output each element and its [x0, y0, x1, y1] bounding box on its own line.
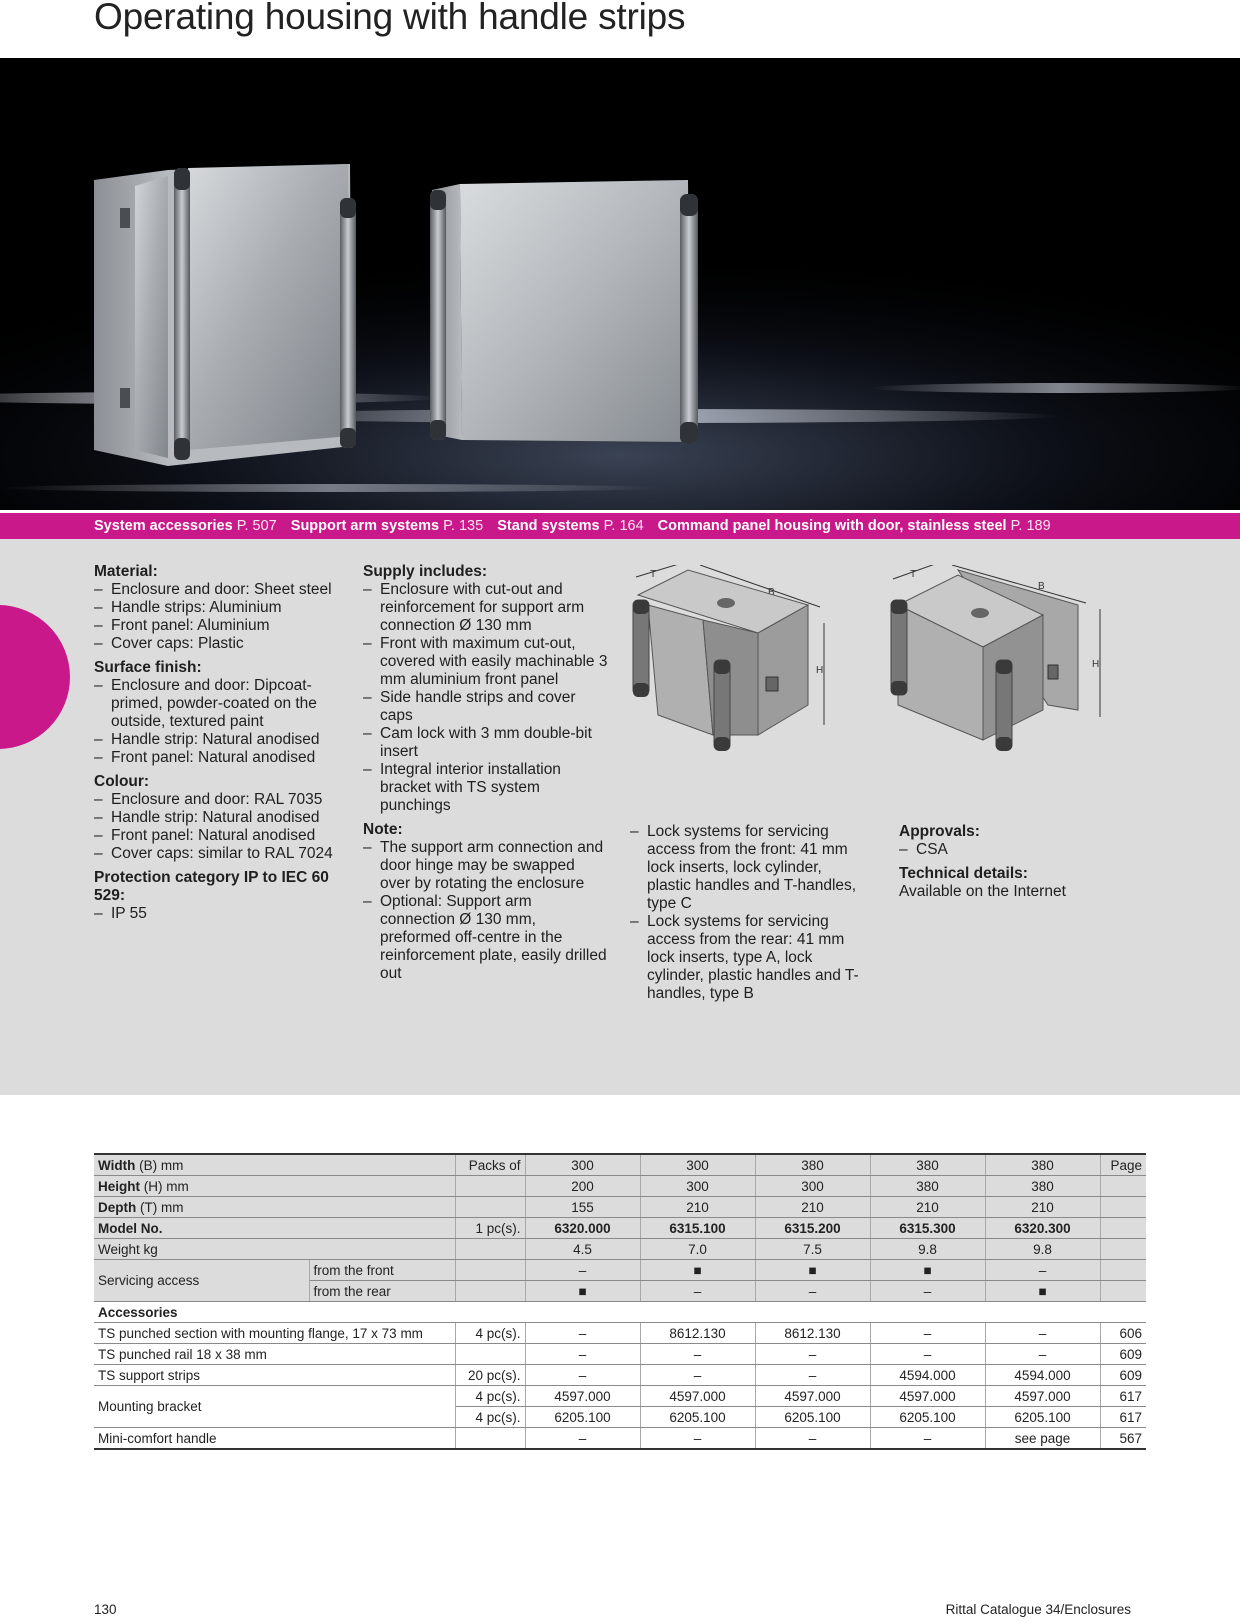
list-item: – Enclosure with cut-out and reinforcement for support arm connection Ø 130 mm [363, 581, 609, 635]
table-row-model-no [94, 1218, 1146, 1239]
dimension-label-height: H [816, 665, 824, 676]
servicing-label: Servicing access [94, 1260, 309, 1302]
page-cell: 609 [1100, 1365, 1146, 1386]
table-row-width [94, 1154, 1146, 1176]
technical-heading: Technical details: [899, 865, 1028, 882]
table-row-weight [94, 1239, 1146, 1260]
table-cell: 155 [525, 1197, 640, 1218]
row-label: Width (B) mm [94, 1154, 455, 1176]
table-cell: 8612.130 [640, 1323, 755, 1344]
table-cell: 6205.100 [755, 1407, 870, 1428]
list-item: – The support arm connection and door hinge may be swapped over by rotating the enclosure [363, 839, 609, 893]
dimension-label-height: H [1092, 659, 1100, 670]
table-cell: 380 [985, 1176, 1100, 1197]
table-cell: – [755, 1344, 870, 1365]
table-cell: – [525, 1365, 640, 1386]
table-cell: 6205.100 [525, 1407, 640, 1428]
spec-column-material [94, 563, 344, 929]
note-list [363, 839, 609, 983]
model-number: 6315.300 [870, 1218, 985, 1239]
row-label: Height (H) mm [94, 1176, 455, 1197]
note-heading: Note: [363, 821, 403, 838]
technical-text: Available on the Internet [899, 883, 1066, 900]
table-cell: – [870, 1344, 985, 1365]
servicing-front-label: from the front [309, 1260, 455, 1281]
table-cell: – [755, 1365, 870, 1386]
locks-list [630, 823, 870, 1003]
table-cell: 300 [640, 1176, 755, 1197]
list-item: – Lock systems for servicing access from the rear: 41 mm lock inserts, type A, lock cylinder, plastic handles and T-handles, type B [630, 913, 870, 1003]
accessory-link-support-arm-systems[interactable]: Support arm systems P. 135 [290, 518, 484, 534]
table-cell: 4597.000 [525, 1386, 640, 1407]
packs-cell: Packs of [455, 1154, 525, 1176]
table-cell: – [640, 1365, 755, 1386]
model-number: 6315.100 [640, 1218, 755, 1239]
list-item: – Front panel: Natural anodised [94, 827, 344, 845]
spec-column-approvals [899, 823, 1139, 907]
table-row [94, 1344, 1146, 1365]
dimension-label-depth: T [910, 569, 917, 580]
table-cell: – [525, 1428, 640, 1450]
list-item: – Enclosure and door: Sheet steel [94, 581, 344, 599]
table-cell: – [525, 1323, 640, 1344]
table-cell: – [870, 1281, 985, 1302]
supply-list [363, 581, 609, 815]
list-item: – Lock systems for servicing access from the front: 41 mm lock inserts, lock cylinder, plastic handles and T-handles, type C [630, 823, 870, 913]
spec-column-supply [363, 563, 609, 989]
surface-list [94, 677, 344, 767]
table-cell: see page [985, 1428, 1100, 1450]
table-row [94, 1323, 1146, 1344]
table-row-mini-comfort-handle [94, 1428, 1146, 1450]
dimension-label-depth: T [650, 569, 657, 580]
table-cell: ■ [985, 1281, 1100, 1302]
packs-cell [455, 1197, 525, 1218]
table-cell: 380 [870, 1176, 985, 1197]
enclosure-drawing-front-access [628, 565, 858, 780]
table-cell: ■ [755, 1260, 870, 1281]
table-row-mounting-bracket-1 [94, 1386, 1146, 1407]
product-photo [0, 58, 1240, 510]
table-cell: 300 [755, 1176, 870, 1197]
accessory-link-command-panel-housing[interactable]: Command panel housing with door, stainless steel P. 189 [657, 518, 1051, 534]
list-item: – Handle strips: Aluminium [94, 599, 344, 617]
packs-cell [455, 1344, 525, 1365]
accessory-bar [0, 513, 1240, 539]
table-cell: – [870, 1323, 985, 1344]
table-row-accessories-heading [94, 1302, 1146, 1323]
list-item: – IP 55 [94, 905, 344, 923]
table-cell: – [755, 1428, 870, 1450]
packs-cell: 1 pc(s). [455, 1218, 525, 1239]
table-cell: – [525, 1260, 640, 1281]
list-item: – Front with maximum cut-out, covered with easily machinable 3 mm aluminium front panel [363, 635, 609, 689]
page-cell [1100, 1197, 1146, 1218]
page-cell: 617 [1100, 1407, 1146, 1428]
page-title: Operating housing with handle strips [94, 0, 686, 37]
dimension-label-width: B [768, 587, 775, 598]
table-cell: 300 [640, 1154, 755, 1176]
packs-cell [455, 1176, 525, 1197]
surface-heading: Surface finish: [94, 659, 202, 676]
page-cell: 617 [1100, 1386, 1146, 1407]
model-number: 6315.200 [755, 1218, 870, 1239]
list-item: – Cam lock with 3 mm double-bit insert [363, 725, 609, 761]
accessory-label: TS support strips [94, 1365, 455, 1386]
row-label: Depth (T) mm [94, 1197, 455, 1218]
table-cell: 7.5 [755, 1239, 870, 1260]
table-cell: ■ [525, 1281, 640, 1302]
table-cell: 210 [755, 1197, 870, 1218]
list-item: – Integral interior installation bracket with TS system punchings [363, 761, 609, 815]
catalogue-name: Rittal Catalogue 34/Enclosures [945, 1602, 1131, 1617]
row-label: Weight kg [94, 1239, 455, 1260]
page-cell: 567 [1100, 1428, 1146, 1450]
enclosures-illustration [0, 58, 1240, 510]
table-cell: 4594.000 [870, 1365, 985, 1386]
table-cell: – [640, 1344, 755, 1365]
table-cell: – [870, 1428, 985, 1450]
table-cell: 4597.000 [985, 1386, 1100, 1407]
table-cell: 4597.000 [755, 1386, 870, 1407]
model-number: 6320.300 [985, 1218, 1100, 1239]
table-cell: 9.8 [870, 1239, 985, 1260]
packs-cell [455, 1428, 525, 1450]
model-number: 6320.000 [525, 1218, 640, 1239]
list-item: – Front panel: Aluminium [94, 617, 344, 635]
list-item: – Side handle strips and cover caps [363, 689, 609, 725]
product-table [94, 1153, 1146, 1450]
table-cell: 380 [985, 1154, 1100, 1176]
table-cell: 6205.100 [985, 1407, 1100, 1428]
table-cell: 210 [640, 1197, 755, 1218]
packs-cell: 4 pc(s). [455, 1407, 525, 1428]
material-heading: Material: [94, 563, 158, 580]
table-cell: 210 [985, 1197, 1100, 1218]
page-cell: Page [1100, 1154, 1146, 1176]
accessory-label: Mini-comfort handle [94, 1428, 455, 1450]
enclosure-drawing-rear-access [888, 565, 1118, 780]
table-cell: – [525, 1344, 640, 1365]
material-list [94, 581, 344, 653]
protection-list [94, 905, 344, 923]
table-cell: – [985, 1344, 1100, 1365]
list-item: – Handle strip: Natural anodised [94, 731, 344, 749]
table-cell: 210 [870, 1197, 985, 1218]
protection-heading: Protection category IP to IEC 60 529: [94, 869, 329, 904]
packs-cell: 4 pc(s). [455, 1386, 525, 1407]
table-cell: 4597.000 [640, 1386, 755, 1407]
page-cell: 606 [1100, 1323, 1146, 1344]
list-item: – Cover caps: similar to RAL 7024 [94, 845, 344, 863]
page-cell [1100, 1176, 1146, 1197]
table-row-depth [94, 1197, 1146, 1218]
list-item: – Front panel: Natural anodised [94, 749, 344, 767]
table-cell: 7.0 [640, 1239, 755, 1260]
table-cell: 8612.130 [755, 1323, 870, 1344]
packs-cell: 20 pc(s). [455, 1365, 525, 1386]
table-cell: – [640, 1428, 755, 1450]
table-cell: 4597.000 [870, 1386, 985, 1407]
dimension-label-width: B [1038, 581, 1045, 592]
page-number: 130 [94, 1602, 117, 1617]
table-cell: 4594.000 [985, 1365, 1100, 1386]
accessory-label: TS punched section with mounting flange, 17 x 73 mm [94, 1323, 455, 1344]
list-item: – CSA [899, 841, 1139, 859]
spec-column-locks [630, 823, 870, 1009]
approvals-heading: Approvals: [899, 823, 980, 840]
packs-cell [455, 1239, 525, 1260]
table-cell: – [985, 1260, 1100, 1281]
table-cell: – [640, 1281, 755, 1302]
table-cell: – [985, 1323, 1100, 1344]
table-cell: 380 [755, 1154, 870, 1176]
list-item: – Handle strip: Natural anodised [94, 809, 344, 827]
list-item: – Cover caps: Plastic [94, 635, 344, 653]
accessory-link-system-accessories[interactable]: System accessories P. 507 [94, 518, 277, 534]
table-cell: ■ [640, 1260, 755, 1281]
table-cell: 6205.100 [640, 1407, 755, 1428]
table-cell: 9.8 [985, 1239, 1100, 1260]
page-cell [1100, 1218, 1146, 1239]
row-label: Model No. [94, 1218, 455, 1239]
approvals-list [899, 841, 1139, 859]
accessories-heading: Accessories [94, 1302, 1146, 1323]
packs-cell: 4 pc(s). [455, 1323, 525, 1344]
table-cell: 380 [870, 1154, 985, 1176]
list-item: – Enclosure and door: RAL 7035 [94, 791, 344, 809]
colour-list [94, 791, 344, 863]
table-cell: 6205.100 [870, 1407, 985, 1428]
colour-heading: Colour: [94, 773, 150, 790]
supply-heading: Supply includes: [363, 563, 488, 580]
list-item: – Enclosure and door: Dipcoat-primed, powder-coated on the outside, textured paint [94, 677, 344, 731]
table-cell: ■ [870, 1260, 985, 1281]
servicing-rear-label: from the rear [309, 1281, 455, 1302]
table-row-servicing-front [94, 1260, 1146, 1281]
table-cell: 300 [525, 1154, 640, 1176]
table-row [94, 1365, 1146, 1386]
accessory-link-stand-systems[interactable]: Stand systems P. 164 [497, 518, 644, 534]
table-cell: 200 [525, 1176, 640, 1197]
page-cell: 609 [1100, 1344, 1146, 1365]
table-cell: 4.5 [525, 1239, 640, 1260]
accessory-label: TS punched rail 18 x 38 mm [94, 1344, 455, 1365]
page-cell [1100, 1239, 1146, 1260]
table-cell: – [755, 1281, 870, 1302]
list-item: – Optional: Support arm connection Ø 130 mm, preformed off-centre in the reinforcement plate, easily drilled out [363, 893, 609, 983]
table-row-height [94, 1176, 1146, 1197]
accessory-label: Mounting bracket [94, 1386, 455, 1428]
